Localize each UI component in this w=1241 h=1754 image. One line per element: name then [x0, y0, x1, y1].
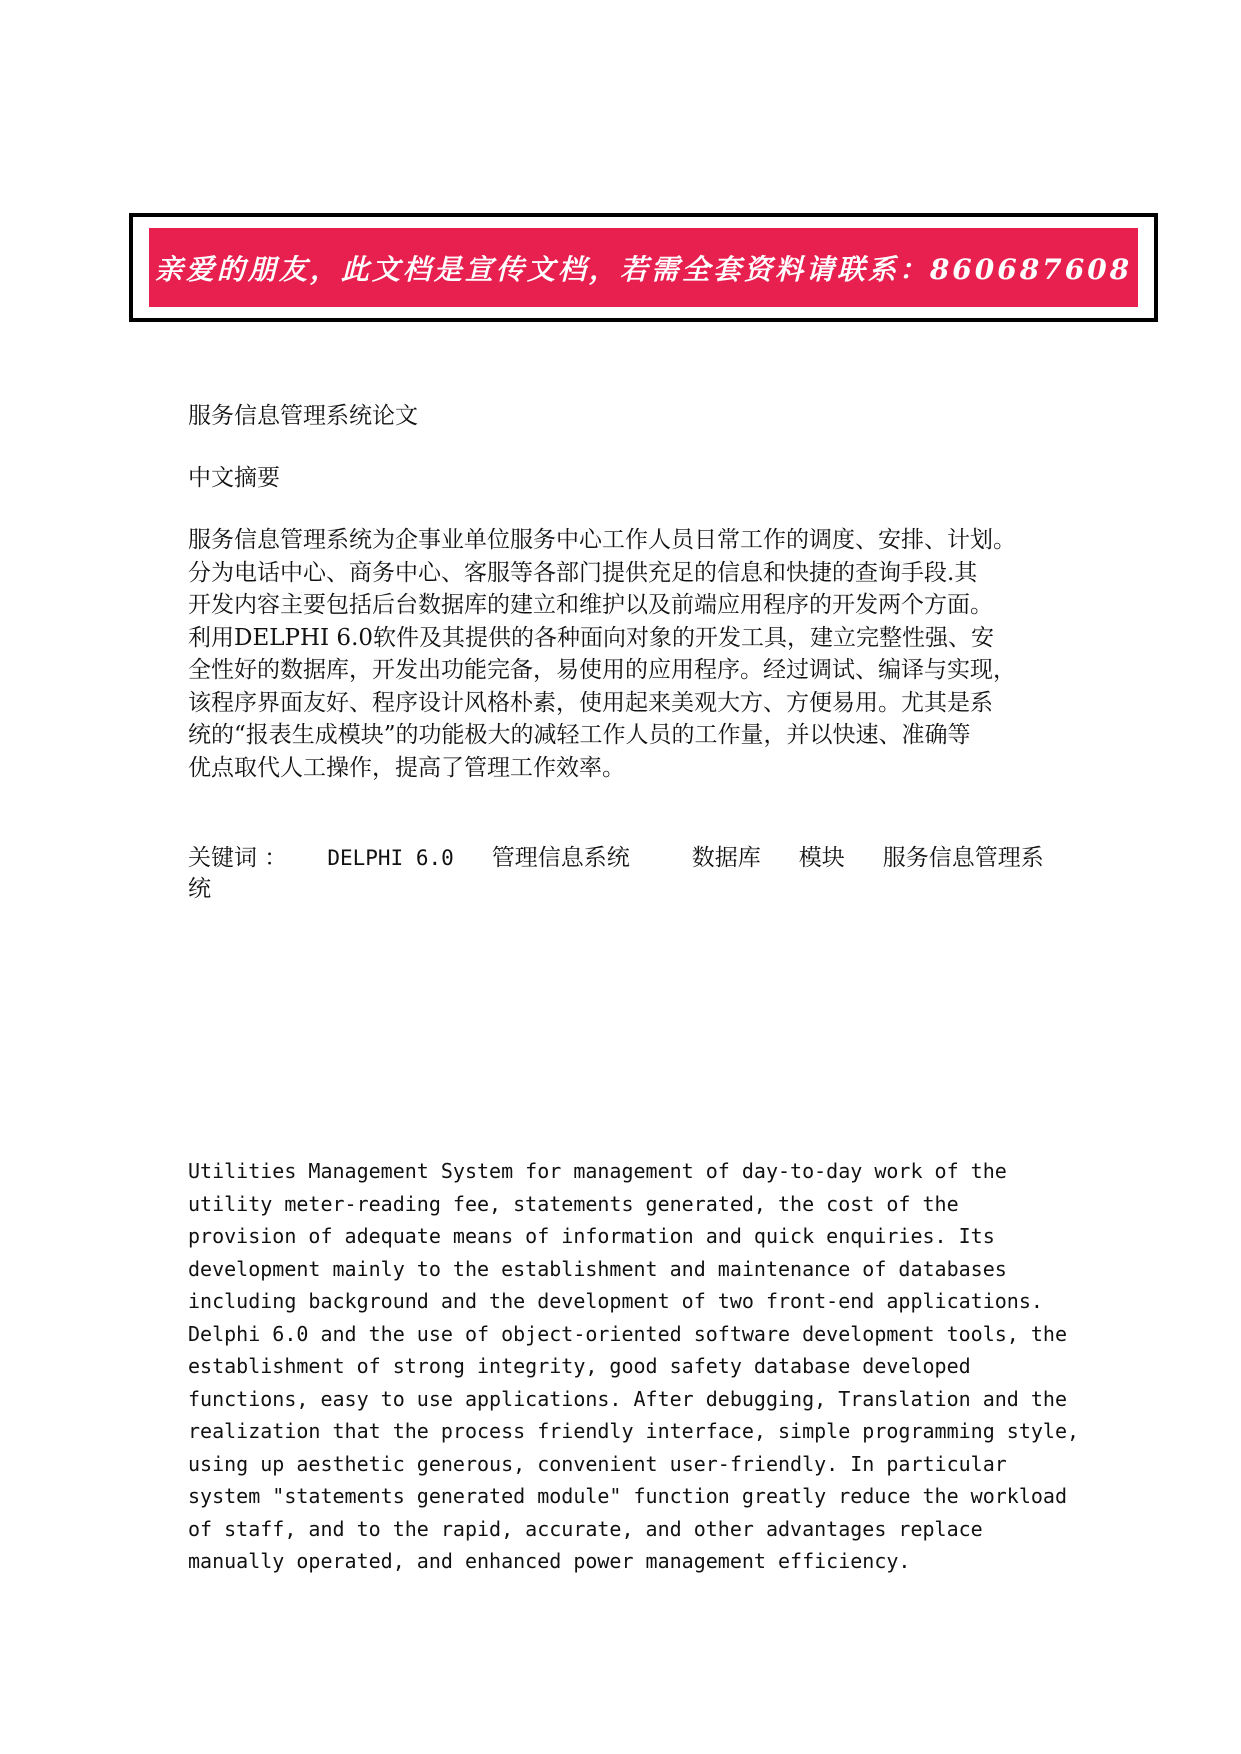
en-abstract-line: utility meter-reading fee, statements generated, the cost of the: [188, 1191, 959, 1216]
cn-abstract-line: 该程序界面友好、程序设计风格朴素，使用起来美观大方、方便易用。尤其是系: [188, 689, 993, 716]
cn-abstract-line: 全性好的数据库，开发出功能完备，易使用的应用程序。经过调试、编译与实现，: [188, 657, 1016, 683]
en-abstract-line: provision of adequate means of information and quick enquiries. Its: [188, 1224, 995, 1248]
promo-banner: [129, 213, 1158, 322]
cn-abstract-line: 服务信息管理系统为企事业单位服务中心工作人员日常工作的调度、安排、计划。: [188, 527, 1016, 553]
keyword-item: 模块: [798, 845, 845, 871]
keywords-line: [188, 843, 1068, 874]
promo-banner-fill: [149, 228, 1138, 307]
keywords-label: 关键词 ：: [188, 845, 288, 871]
keyword-item: 服务信息管理系: [882, 845, 1044, 871]
cn-abstract-line: 统的“报表生成模块”的功能极大的减轻工作人员的工作量，并以快速、准确等: [188, 722, 971, 748]
en-abstract-line: establishment of strong integrity, good safety database developed: [188, 1354, 971, 1378]
keywords-section: [188, 843, 1068, 905]
promo-banner-text: 亲爱的朋友，此文档是宣传文档，若需全套资料请联系：860687608: [154, 252, 1133, 286]
abstract-heading: 中文摘要: [188, 465, 280, 491]
en-abstract-line: of staff, and to the rapid, accurate, and other advantages replace: [188, 1516, 983, 1541]
en-abstract-line: using up aesthetic generous, convenient user-friendly. In particular: [188, 1451, 1007, 1476]
en-abstract-line: manually operated, and enhanced power management efficiency.: [188, 1549, 911, 1573]
keywords-continuation: 统: [188, 876, 211, 902]
keyword-item: DELPHI 6.0: [327, 846, 454, 870]
en-abstract-line: Utilities Management System for management of day-to-day work of the: [188, 1159, 1007, 1183]
en-abstract-line: realization that the process friendly interface, simple programming style,: [188, 1419, 1080, 1443]
keyword-item: 管理信息系统: [491, 845, 630, 871]
document-title: 服务信息管理系统论文: [188, 403, 418, 429]
en-abstract-line: development mainly to the establishment and maintenance of databases: [188, 1256, 1007, 1281]
en-abstract-line: system "statements generated module" function greatly reduce the workload: [188, 1484, 1067, 1508]
chinese-abstract: [188, 524, 1058, 784]
en-abstract-line: Delphi 6.0 and the use of object-oriented software development tools, the: [188, 1321, 1067, 1346]
keyword-item: 数据库: [691, 845, 761, 871]
cn-abstract-line: 优点取代人工操作，提高了管理工作效率。: [188, 754, 625, 781]
cn-abstract-line: 利用DELPHI 6.0软件及其提供的各种面向对象的开发工具，建立完整性强、安: [188, 624, 995, 651]
cn-abstract-line: 开发内容主要包括后台数据库的建立和维护以及前端应用程序的开发两个方面。: [188, 592, 993, 618]
english-abstract: [188, 1155, 1080, 1578]
cn-abstract-line: 分为电话中心、商务中心、客服等各部门提供充足的信息和快捷的查询手段.其: [188, 559, 978, 586]
en-abstract-line: including background and the development of two front-end applications.: [188, 1289, 1043, 1313]
en-abstract-line: functions, easy to use applications. After debugging, Translation and the: [188, 1386, 1067, 1411]
